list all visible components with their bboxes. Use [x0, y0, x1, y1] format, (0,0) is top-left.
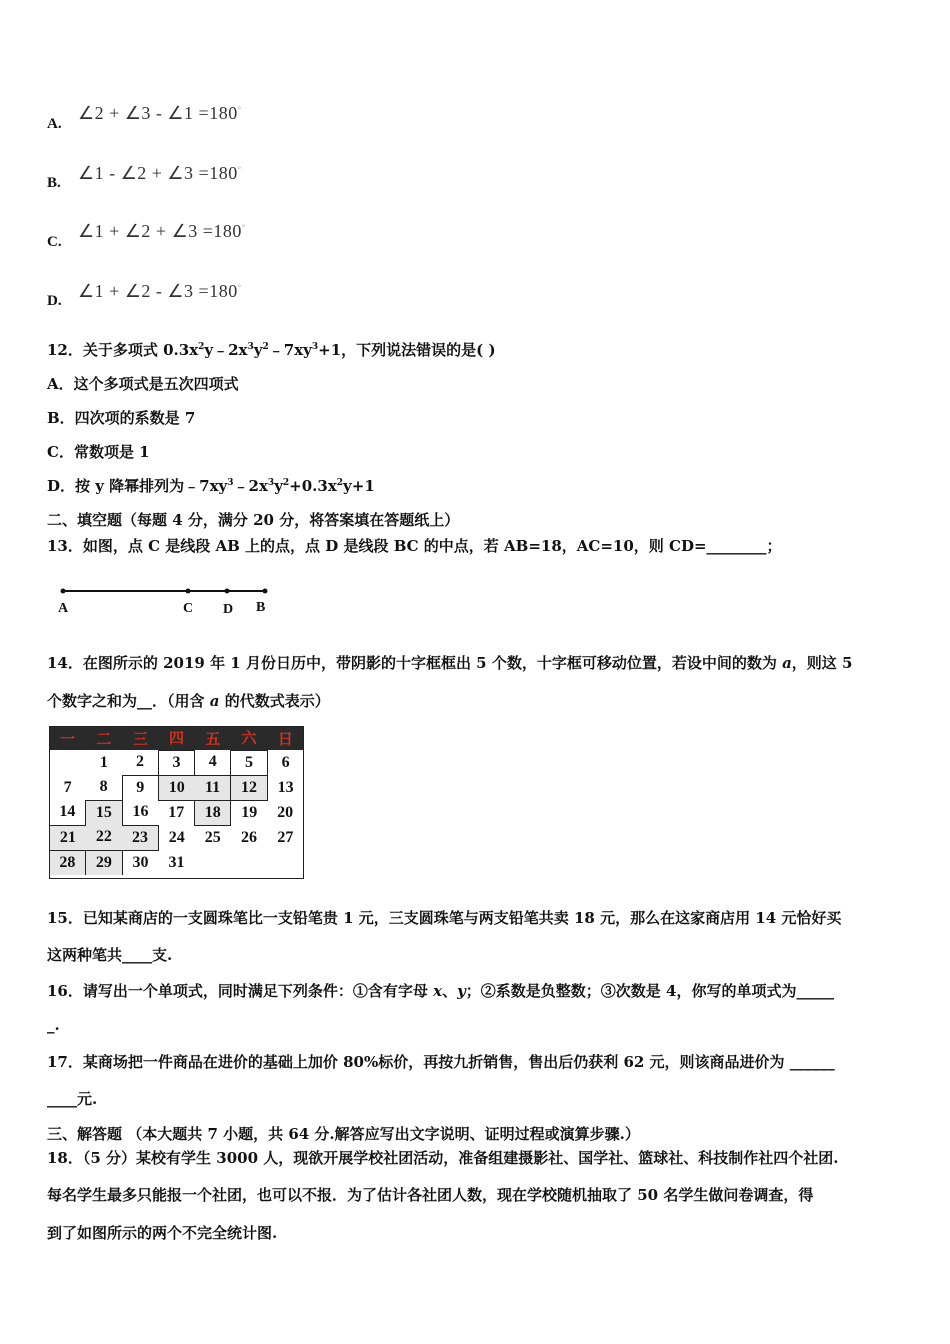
segment-line: [55, 583, 275, 603]
calendar-day: 16: [132, 803, 149, 821]
q16-line-2: _.: [47, 1016, 60, 1034]
calendar-day: 22: [86, 825, 122, 850]
option-formula: ∠1 - ∠2 + ∠3 =180°: [78, 163, 242, 183]
calendar-day: 29: [86, 850, 122, 875]
point-c-label: C: [183, 601, 194, 616]
calendar-day: 18: [195, 800, 231, 825]
calendar-day: 31: [168, 853, 185, 871]
q15-line-2: 这两种笔共____支.: [47, 946, 173, 964]
point-a-label: A: [58, 601, 69, 616]
option-formula: ∠2 + ∠3 - ∠1 =180°: [78, 103, 242, 123]
option-letter: B.: [47, 175, 61, 191]
calendar-day: 30: [132, 853, 149, 871]
calendar-week: [50, 825, 304, 850]
option-letter: A.: [47, 116, 62, 132]
calendar-header: 四: [158, 726, 194, 750]
q12-option-c: C．常数项是 1: [47, 443, 150, 461]
calendar-day: 17: [168, 803, 185, 821]
calendar-header: 六: [231, 726, 267, 750]
q12-option-b: B．四次项的系数是 7: [47, 409, 196, 427]
calendar-day: 5: [231, 750, 267, 775]
calendar-day: 11: [195, 775, 231, 800]
calendar-day: 15: [86, 800, 122, 825]
calendar-day: 25: [204, 828, 221, 846]
calendar-day: 1: [99, 753, 108, 771]
point-b-label: B: [256, 600, 266, 615]
calendar-day: [50, 750, 86, 775]
calendar-week: [50, 800, 304, 825]
calendar-day: 13: [277, 778, 294, 796]
calendar-header: 五: [195, 726, 231, 750]
calendar-day: 2: [135, 753, 144, 771]
q12-option-d: D．按 y 降幂排列为$﹣7xy^3﹣2x^3y^2+0.3x^2y+1$: [47, 477, 375, 495]
calendar-day: 10: [158, 775, 194, 800]
calendar-day: 19: [241, 803, 258, 821]
calendar-header: 二: [86, 726, 122, 750]
section-3-heading: 三、解答题 （本大题共 7 小题，共 64 分.解答应写出文字说明、证明过程或演算步骤.）: [47, 1125, 640, 1143]
q18-line-2: 每名学生最多只能报一个社团，也可以不报．为了估计各社团人数，现在学校随机抽取了 50 名学生做问卷调查，得: [47, 1186, 814, 1204]
calendar-day: [267, 850, 303, 875]
q18-line-1: 18．（5 分）某校有学生 3000 人，现欲开展学校社团活动，准备组建摄影社、国学社、篮球社、科技制作社四个社团.: [47, 1149, 839, 1167]
option-letter: C.: [47, 234, 62, 250]
calendar-table: [49, 726, 304, 875]
calendar-day: 24: [168, 828, 185, 846]
calendar-week: [50, 850, 304, 875]
calendar-header: 日: [267, 726, 303, 750]
q16-line-1: 16．请写出一个单项式，同时满足下列条件：①含有字母 x、y；②系数是负整数；③次数是 4，你写的单项式为_____: [47, 982, 834, 1000]
calendar-week: [50, 750, 304, 775]
q17-line-1: 17．某商场把一件商品在进价的基础上加价 80%标价，再按九折销售，售出后仍获利 62 元，则该商品进价为 ______: [47, 1053, 835, 1071]
q15-line-1: 15．已知某商店的一支圆珠笔比一支铅笔贵 1 元，三支圆珠笔与两支铅笔共卖 18 元，那么在这家商店用 14 元恰好买: [47, 909, 842, 927]
q17-line-2: ____元.: [47, 1090, 98, 1108]
calendar-day: 3: [158, 750, 194, 775]
calendar-day: 4: [208, 753, 217, 771]
option-letter: D.: [47, 293, 62, 309]
calendar-day: 14: [59, 803, 76, 821]
option-formula: ∠1 + ∠2 + ∠3 =180°: [78, 221, 246, 241]
section-2-heading: 二、填空题（每题 4 分，满分 20 分，将答案填在答题纸上）: [47, 511, 460, 529]
q12-option-a: A．这个多项式是五次四项式: [47, 375, 239, 393]
option-formula: ∠1 + ∠2 - ∠3 =180°: [78, 281, 242, 301]
q14-line-1: 14．在图所示的 2019 年 1 月份日历中，带阴影的十字框框出 5 个数，十字框可移动位置，若设中间的数为 a，则这 5: [47, 654, 853, 672]
calendar-day: 28: [50, 850, 86, 875]
calendar-day: [195, 850, 231, 875]
calendar-header: 三: [122, 726, 158, 750]
calendar-day: [231, 850, 267, 875]
q12-stem: 12．关于多项式 $0.3x^2y﹣2x^3y^2﹣7xy^3+1$，下列说法错误的是( ): [47, 341, 496, 359]
calendar-day: 21: [50, 825, 86, 850]
calendar-day: 12: [231, 775, 267, 800]
calendar-header: 一: [50, 726, 86, 750]
calendar-day: 8: [99, 778, 108, 796]
calendar-day: 20: [277, 803, 294, 821]
q13-text: 13．如图，点 C 是线段 AB 上的点，点 D 是线段 BC 的中点，若 AB=18，AC=10，则 CD=________；: [47, 537, 782, 555]
q18-line-3: 到了如图所示的两个不完全统计图.: [47, 1224, 278, 1242]
calendar-header-row: [50, 726, 304, 750]
point-d-label: D: [223, 602, 234, 617]
calendar-day: 9: [122, 775, 158, 800]
calendar-day: 27: [277, 828, 294, 846]
calendar-day: 6: [281, 753, 290, 771]
calendar-week: [50, 775, 304, 800]
calendar-day: 26: [241, 828, 258, 846]
calendar-day: 7: [63, 778, 72, 796]
calendar-day: 23: [122, 825, 158, 850]
q14-line-2: 个数字之和为__．（用含 a 的代数式表示）: [47, 692, 330, 710]
